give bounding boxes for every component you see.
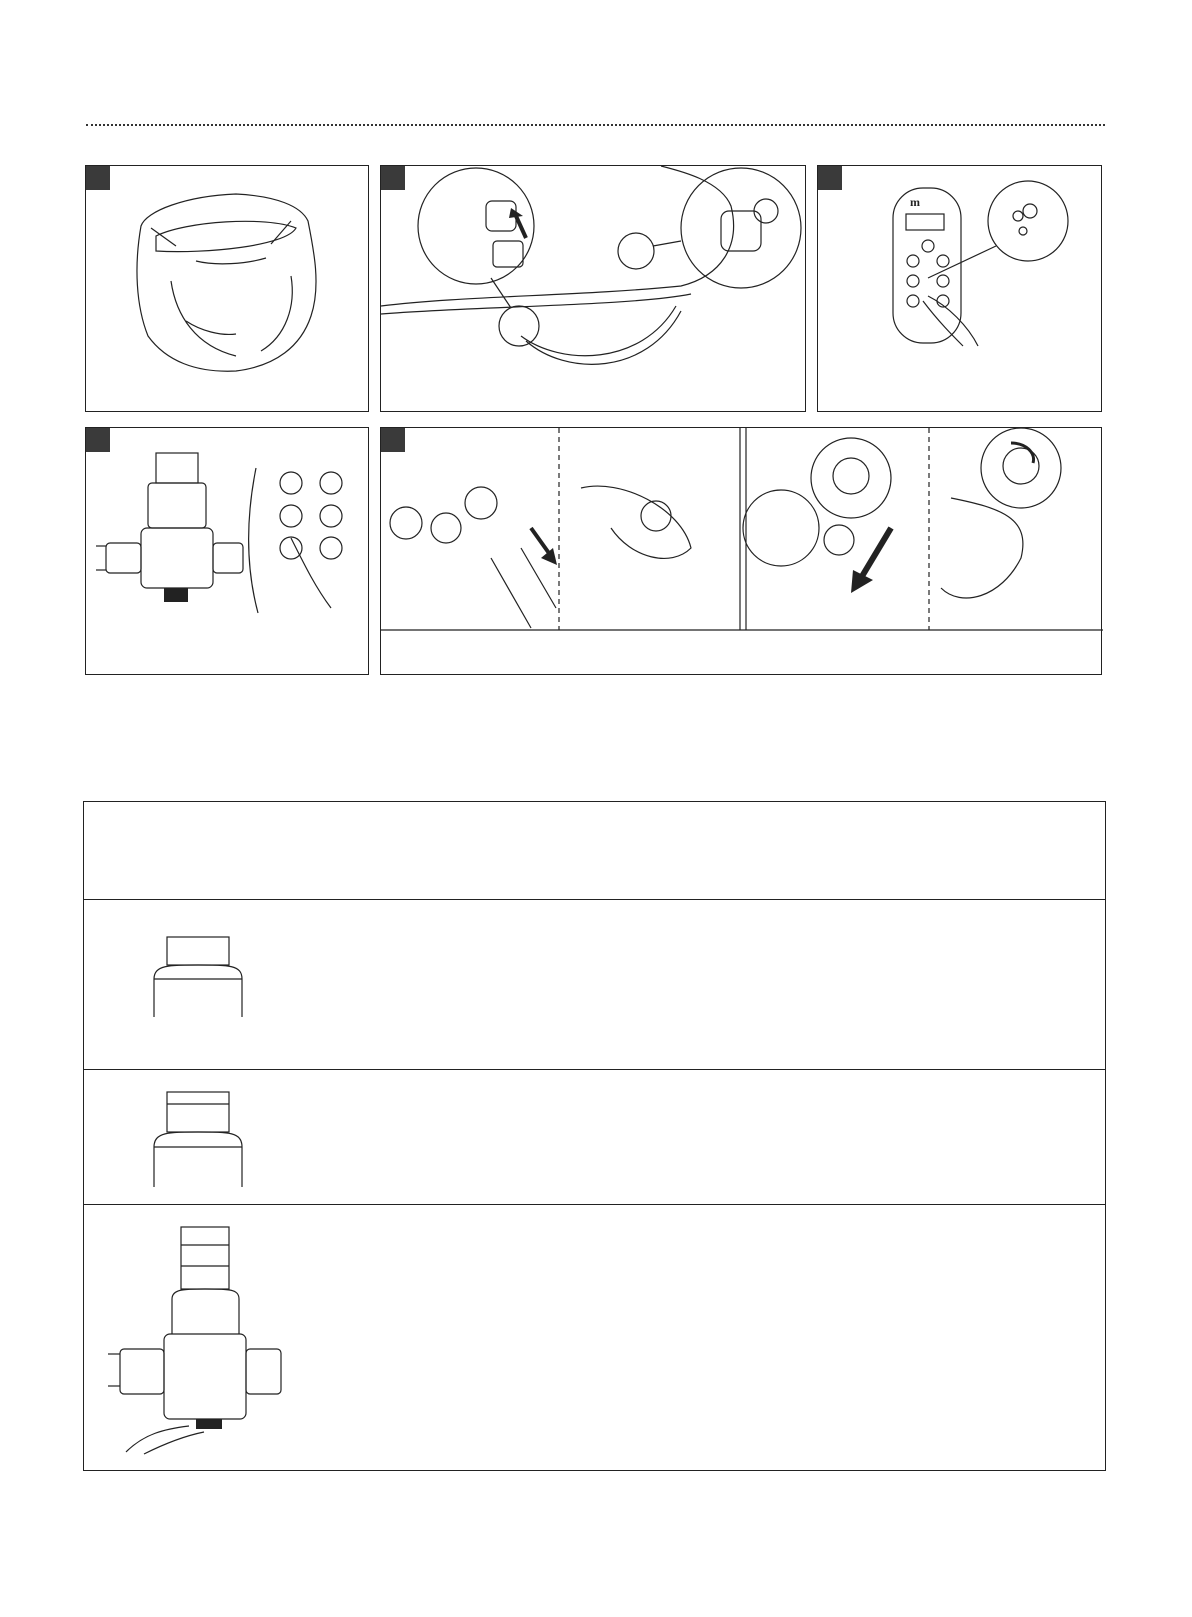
table-row [84, 899, 1105, 1069]
step-panel-2 [380, 165, 806, 412]
hose-connection-illustration [381, 166, 807, 413]
step-panel-1 [85, 165, 369, 412]
disconnect-hoses-illustration [381, 428, 1103, 676]
section-divider [86, 124, 1105, 126]
step-panel-5 [380, 427, 1102, 675]
filter-cap-illustration [134, 1069, 274, 1204]
filter-pump-button-illustration [104, 1204, 304, 1470]
table-row [84, 1069, 1105, 1204]
table-row [84, 1204, 1105, 1470]
step-panel-3 [817, 165, 1102, 412]
step-panel-4 [85, 427, 369, 675]
spa-liner-illustration [86, 166, 370, 413]
instruction-table [83, 801, 1106, 1471]
svg-text:m: m [910, 195, 920, 209]
pump-control-illustration [86, 428, 370, 676]
remote-control-illustration [818, 166, 1103, 413]
filter-cap-illustration [134, 899, 274, 1069]
